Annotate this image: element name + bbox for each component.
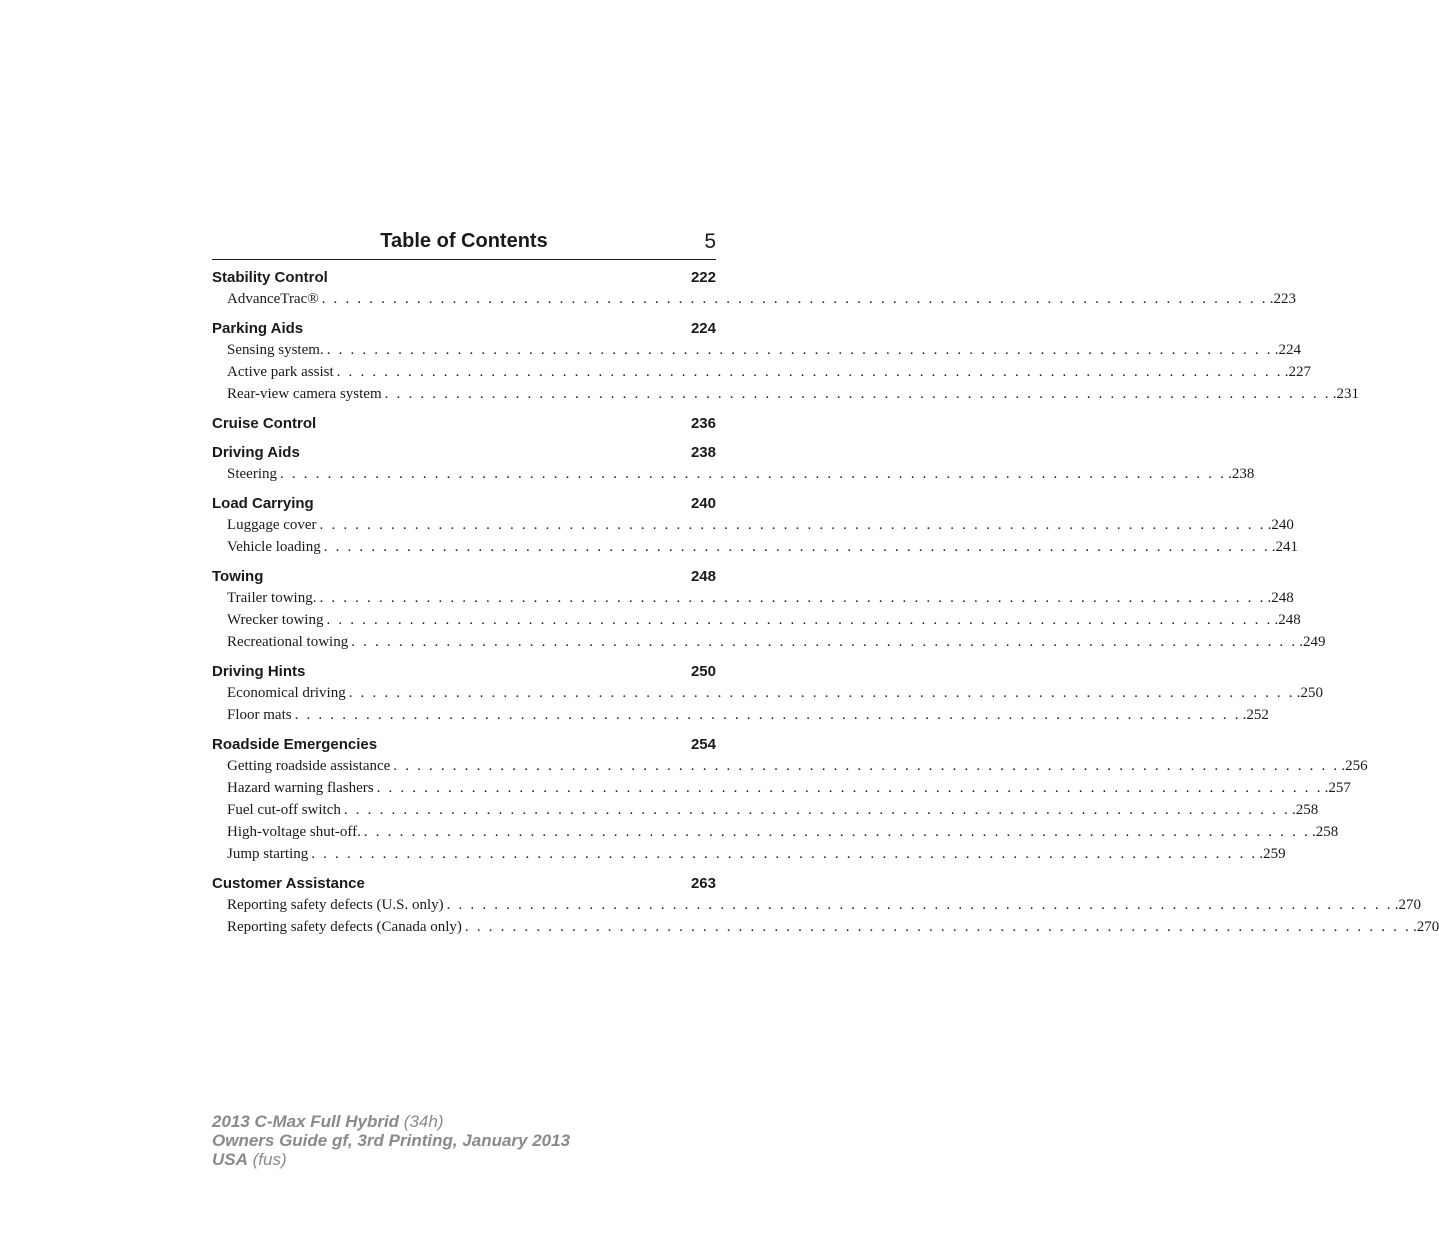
toc-entry[interactable] [212, 799, 1319, 821]
dot-leader: . . . . . . . . . . . . . . . . . . . . . . . . . . . . . . . . . . . . . . . . . . . . . . . . . . . . . . . . . . . . . . . . . . . . . . . . . . . . . . . . [363, 824, 1310, 840]
entry-page: .240 [1267, 517, 1294, 533]
entry-label: Recreational towing [227, 634, 349, 650]
entry-label: Vehicle loading [227, 539, 321, 555]
entry-page: .270 [1394, 897, 1421, 913]
entry-page: .252 [1242, 707, 1269, 723]
section-page: 238 [690, 444, 716, 461]
entry-label: Rear-view camera system [227, 386, 382, 402]
entry-label: Jump starting [227, 846, 309, 862]
entry-label: Steering [227, 466, 277, 482]
entry-label: Reporting safety defects (Canada only) [227, 919, 462, 935]
entry-label: Active park assist [227, 364, 334, 380]
dot-leader: . . . . . . . . . . . . . . . . . . . . . . . . . . . . . . . . . . . . . . . . . . . . . . . . . . . . . . . . . . . . . . . . . . . . . . . . . . . . . . . . [280, 466, 1227, 482]
toc-entry[interactable] [212, 704, 1269, 726]
entry-label: Economical driving [227, 685, 346, 701]
dot-leader: . . . . . . . . . . . . . . . . . . . . . . . . . . . . . . . . . . . . . . . . . . . . . . . . . . . . . . . . . . . . . . . . . . . . . . . . . . . . . . . . [351, 634, 1298, 650]
entry-page: .224 [1274, 342, 1301, 358]
entry-page: .270 [1412, 919, 1439, 935]
entry-page: .258 [1291, 802, 1319, 818]
entry-page: .248 [1274, 612, 1301, 628]
toc-section [212, 267, 1296, 310]
toc-section-heading[interactable] [212, 734, 716, 755]
entry-page: .248 [1267, 590, 1294, 606]
toc-entry[interactable] [212, 755, 1368, 777]
footer-line-3: USA (fus) [212, 1150, 287, 1169]
dot-leader: . . . . . . . . . . . . . . . . . . . . . . . . . . . . . . . . . . . . . . . . . . . . . . . . . . . . . . . . . . . . . . . . . . . . . . . . . . . . . . . . [326, 342, 1273, 358]
page-number: 5 [704, 230, 716, 253]
toc-entry[interactable] [212, 383, 1359, 405]
toc-section-heading[interactable] [212, 493, 716, 514]
entry-page: .256 [1341, 758, 1368, 774]
section-title: Cruise Control [212, 415, 317, 432]
dot-leader: . . . . . . . . . . . . . . . . . . . . . . . . . . . . . . . . . . . . . . . . . . . . . . . . . . . . . . . . . . . . . . . . . . . . . . . . . . . . . . . . [393, 758, 1340, 774]
section-title: Customer Assistance [212, 875, 365, 892]
page-title: Table of Contents [380, 230, 548, 252]
toc-section-heading[interactable] [212, 413, 716, 434]
toc-entry[interactable] [212, 682, 1324, 704]
entry-label: Getting roadside assistance [227, 758, 391, 774]
section-page: 222 [690, 269, 716, 286]
section-title: Roadside Emergencies [212, 736, 378, 753]
entry-page: .249 [1299, 634, 1326, 650]
section-page: 224 [690, 320, 716, 337]
section-title: Stability Control [212, 269, 328, 286]
toc-entry[interactable] [212, 587, 1294, 609]
entry-label: Wrecker towing [227, 612, 324, 628]
toc-section-heading[interactable] [212, 873, 716, 894]
toc-entry[interactable] [212, 821, 1339, 843]
toc-entry[interactable] [212, 339, 1301, 361]
toc-section [212, 442, 1255, 485]
dot-leader: . . . . . . . . . . . . . . . . . . . . . . . . . . . . . . . . . . . . . . . . . . . . . . . . . . . . . . . . . . . . . . . . . . . . . . . . . . . . . . . . [464, 919, 1411, 935]
toc-section [212, 493, 1299, 558]
dot-leader: . . . . . . . . . . . . . . . . . . . . . . . . . . . . . . . . . . . . . . . . . . . . . . . . . . . . . . . . . . . . . . . . . . . . . . . . . . . . . . . . [311, 846, 1258, 862]
footer-line-2: Owners Guide gf, 3rd Printing, January 2013 [212, 1131, 571, 1150]
entry-page: .250 [1296, 685, 1324, 701]
entry-label: Floor mats [227, 707, 292, 723]
entry-label: Hazard warning flashers [227, 780, 374, 796]
entry-page: .259 [1259, 846, 1286, 862]
entry-page: .241 [1271, 539, 1299, 555]
toc-entry[interactable] [212, 536, 1299, 558]
toc-entry[interactable] [212, 916, 1439, 938]
dot-leader: . . . . . . . . . . . . . . . . . . . . . . . . . . . . . . . . . . . . . . . . . . . . . . . . . . . . . . . . . . . . . . . . . . . . . . . . . . . . . . . . [384, 386, 1331, 402]
dot-leader: . . . . . . . . . . . . . . . . . . . . . . . . . . . . . . . . . . . . . . . . . . . . . . . . . . . . . . . . . . . . . . . . . . . . . . . . . . . . . . . . [446, 897, 1393, 913]
entry-page: .227 [1284, 364, 1311, 380]
dot-leader: . . . . . . . . . . . . . . . . . . . . . . . . . . . . . . . . . . . . . . . . . . . . . . . . . . . . . . . . . . . . . . . . . . . . . . . . . . . . . . . . [319, 517, 1266, 533]
entry-label: AdvanceTrac® [227, 291, 319, 307]
dot-leader: . . . . . . . . . . . . . . . . . . . . . . . . . . . . . . . . . . . . . . . . . . . . . . . . . . . . . . . . . . . . . . . . . . . . . . . . . . . . . . . . [323, 539, 1270, 555]
entry-page: .257 [1324, 780, 1351, 796]
dot-leader: . . . . . . . . . . . . . . . . . . . . . . . . . . . . . . . . . . . . . . . . . . . . . . . . . . . . . . . . . . . . . . . . . . . . . . . . . . . . . . . . [336, 364, 1283, 380]
entry-label: Trailer towing. [227, 590, 317, 606]
toc-entry[interactable] [212, 288, 1296, 310]
document-footer [212, 1112, 570, 1169]
entry-label: High-voltage shut-off. [227, 824, 361, 840]
footer-line-1: 2013 C-Max Full Hybrid (34h) [212, 1112, 444, 1131]
toc-entry[interactable] [212, 463, 1255, 485]
toc-entry[interactable] [212, 609, 1301, 631]
dot-leader: . . . . . . . . . . . . . . . . . . . . . . . . . . . . . . . . . . . . . . . . . . . . . . . . . . . . . . . . . . . . . . . . . . . . . . . . . . . . . . . . [294, 707, 1241, 723]
entry-page: .231 [1332, 386, 1359, 402]
section-page: 250 [690, 663, 716, 680]
section-page: 240 [690, 495, 716, 512]
table-of-contents [212, 267, 1439, 946]
entry-page: .223 [1269, 291, 1296, 307]
toc-entry[interactable] [212, 361, 1311, 383]
toc-entry[interactable] [212, 514, 1294, 536]
toc-section-heading[interactable] [212, 318, 716, 339]
toc-entry[interactable] [212, 777, 1351, 799]
dot-leader: . . . . . . . . . . . . . . . . . . . . . . . . . . . . . . . . . . . . . . . . . . . . . . . . . . . . . . . . . . . . . . . . . . . . . . . . . . . . . . . . [326, 612, 1273, 628]
page-header [212, 229, 716, 260]
section-page: 248 [690, 568, 716, 585]
section-title: Towing [212, 568, 264, 585]
section-title: Load Carrying [212, 495, 314, 512]
entry-label: Fuel cut-off switch [227, 802, 341, 818]
entry-label: Reporting safety defects (U.S. only) [227, 897, 444, 913]
section-page: 236 [690, 415, 716, 432]
section-page: 254 [690, 736, 716, 753]
toc-section-heading[interactable] [212, 566, 716, 587]
toc-entry[interactable] [212, 894, 1421, 916]
entry-page: .238 [1228, 466, 1255, 482]
dot-leader: . . . . . . . . . . . . . . . . . . . . . . . . . . . . . . . . . . . . . . . . . . . . . . . . . . . . . . . . . . . . . . . . . . . . . . . . . . . . . . . . [321, 291, 1268, 307]
toc-section-heading[interactable] [212, 661, 716, 682]
toc-section [212, 734, 1368, 865]
toc-section-heading[interactable] [212, 267, 716, 288]
toc-section [212, 873, 1439, 938]
dot-leader: . . . . . . . . . . . . . . . . . . . . . . . . . . . . . . . . . . . . . . . . . . . . . . . . . . . . . . . . . . . . . . . . . . . . . . . . . . . . . . . . [319, 590, 1266, 606]
section-page: 263 [690, 875, 716, 892]
toc-section [212, 661, 1324, 726]
dot-leader: . . . . . . . . . . . . . . . . . . . . . . . . . . . . . . . . . . . . . . . . . . . . . . . . . . . . . . . . . . . . . . . . . . . . . . . . . . . . . . . . [376, 780, 1323, 796]
section-title: Parking Aids [212, 320, 304, 337]
dot-leader: . . . . . . . . . . . . . . . . . . . . . . . . . . . . . . . . . . . . . . . . . . . . . . . . . . . . . . . . . . . . . . . . . . . . . . . . . . . . . . . . [343, 802, 1290, 818]
toc-section [212, 413, 716, 434]
toc-entry[interactable] [212, 631, 1326, 653]
toc-section-heading[interactable] [212, 442, 716, 463]
dot-leader: . . . . . . . . . . . . . . . . . . . . . . . . . . . . . . . . . . . . . . . . . . . . . . . . . . . . . . . . . . . . . . . . . . . . . . . . . . . . . . . . [348, 685, 1295, 701]
entry-page: .258 [1311, 824, 1339, 840]
section-title: Driving Hints [212, 663, 306, 680]
entry-label: Sensing system. [227, 342, 324, 358]
toc-section [212, 318, 1359, 405]
section-title: Driving Aids [212, 444, 300, 461]
toc-entry[interactable] [212, 843, 1286, 865]
toc-section [212, 566, 1326, 653]
entry-label: Luggage cover [227, 517, 317, 533]
